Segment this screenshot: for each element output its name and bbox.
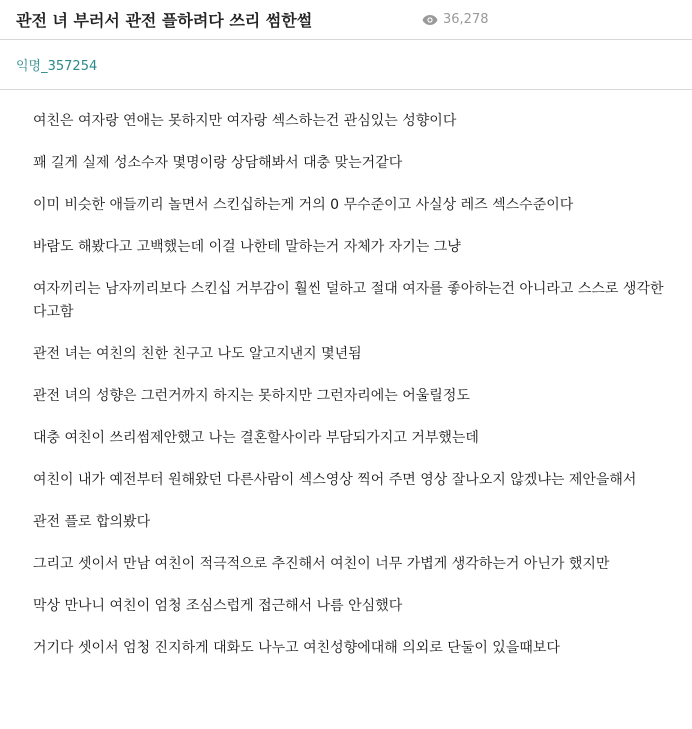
post-header: [0, 0, 692, 40]
post-paragraph: 대충 여친이 쓰리썸제안했고 나는 결혼할사이라 부담되가지고 거부했는데: [33, 430, 479, 446]
eye-icon: [422, 14, 438, 26]
view-count-value: 36,278: [443, 12, 489, 27]
post-paragraph: 그리고 셋이서 만남 여친이 적극적으로 추진해서 여친이 너무 가볍게 생각하는거 아닌가 했지만: [33, 556, 610, 572]
post-paragraph: 관전 플로 합의봤다: [33, 514, 151, 530]
post-title: 관전 녀 부러서 관전 플하려다 쓰리 썸한썰: [16, 11, 313, 30]
post-paragraph: 바람도 해봤다고 고백했는데 이걸 나한테 말하는거 자체가 자기는 그냥: [33, 239, 461, 255]
post-paragraph: 여친은 여자랑 연애는 못하지만 여자랑 섹스하는건 관심있는 성향이다: [33, 113, 457, 129]
post-paragraph: 여자끼리는 남자끼리보다 스킨십 거부감이 훨씬 덜하고 절대 여자를 좋아하는건 아니라고 스스로 생각한다고함: [33, 281, 664, 320]
post-body: [0, 90, 692, 660]
post-paragraph: 여친이 내가 예전부터 원해왔던 다른사람이 섹스영상 찍어 주면 영상 잘나오지 않겠냐는 제안을해서: [33, 472, 637, 488]
post-paragraph: 막상 만나니 여친이 엄청 조심스럽게 접근해서 나름 안심했다: [33, 598, 403, 614]
post-paragraph: 거기다 셋이서 엄청 진지하게 대화도 나누고 여친성향에대해 의외로 단둘이 있을때보다: [33, 640, 560, 656]
author-row: [0, 40, 692, 90]
post-paragraph: 관전 녀의 성향은 그런거까지 하지는 못하지만 그런자리에는 어울릴정도: [33, 388, 470, 404]
post-paragraph: 이미 비슷한 애들끼리 놀면서 스킨십하는게 거의 0 무수준이고 사실상 레즈 섹스수준이다: [33, 197, 574, 213]
post-paragraph: 꽤 길게 실제 성소수자 몇명이랑 상담해봐서 대충 맞는거같다: [33, 155, 403, 171]
author-name[interactable]: 익명_357254: [16, 59, 98, 74]
post-paragraph: 관전 녀는 여친의 친한 친구고 나도 알고지낸지 몇년됨: [33, 346, 362, 362]
view-count: [422, 12, 489, 27]
